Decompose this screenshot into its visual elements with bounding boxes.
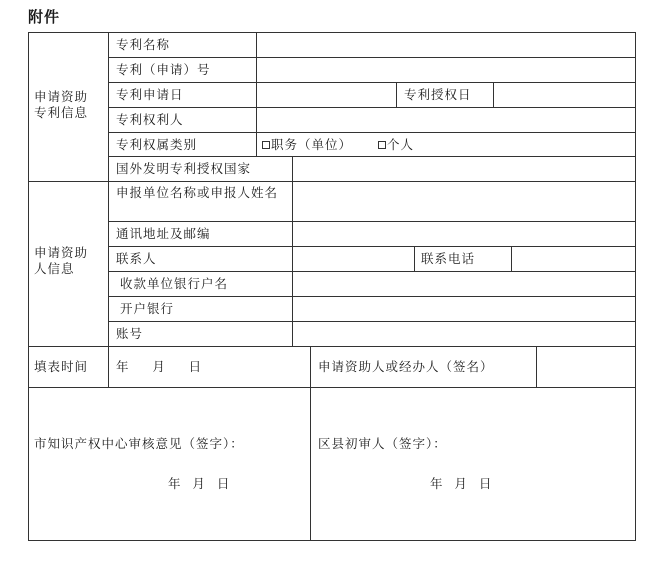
fill-date-value[interactable]: 年 月 日 <box>116 359 202 374</box>
form-border-right <box>635 32 636 541</box>
account-number-label: 账号 <box>116 326 144 341</box>
fill-date-label: 填表时间 <box>34 359 89 374</box>
district-review-label: 区县初审人（签字）： <box>318 436 447 451</box>
type-option-label: 个人 <box>387 137 415 152</box>
checkbox-icon <box>262 141 270 149</box>
patent-number-label: 专利（申请）号 <box>116 62 211 77</box>
page-title: 附件 <box>28 8 61 26</box>
address-label: 通讯地址及邮编 <box>116 226 211 241</box>
account-number-field[interactable] <box>293 322 635 346</box>
patent-number-field[interactable] <box>257 58 635 82</box>
type-option-label: 职务（单位） <box>271 137 353 152</box>
patent-grant-date-label: 专利授权日 <box>404 87 472 102</box>
type-option-personal[interactable] <box>378 137 414 153</box>
contact-label: 联系人 <box>116 251 157 266</box>
form-border-bottom <box>28 540 636 541</box>
city-review-area[interactable] <box>29 388 310 540</box>
patent-apply-date-label: 专利申请日 <box>116 87 184 102</box>
label-column-line <box>108 32 109 347</box>
city-review-date: 年 月 日 <box>168 476 230 491</box>
unit-name-field[interactable] <box>293 182 635 221</box>
bank-label: 开户银行 <box>120 301 175 316</box>
district-review-date: 年 月 日 <box>430 476 492 491</box>
phone-label: 联系电话 <box>421 251 476 266</box>
type-option-employment[interactable] <box>262 137 352 153</box>
account-name-field[interactable] <box>293 272 635 296</box>
signer-field[interactable] <box>537 347 635 387</box>
patent-holder-label: 专利权利人 <box>116 112 184 127</box>
patent-type-label: 专利权属类别 <box>116 137 198 152</box>
address-field[interactable] <box>293 222 635 246</box>
unit-name-label: 申报单位名称或申报人姓名 <box>116 185 279 200</box>
value-column-line <box>414 246 415 272</box>
bank-field[interactable] <box>293 297 635 321</box>
patent-grant-date-field[interactable] <box>494 83 635 107</box>
signer-label: 申请资助人或经办人（签名） <box>318 359 494 374</box>
foreign-country-field[interactable] <box>293 157 635 181</box>
city-review-label: 市知识产权中心审核意见（签字）： <box>34 436 244 451</box>
patent-section-label: 申请资助专利信息 <box>34 89 89 120</box>
patent-name-field[interactable] <box>257 33 635 57</box>
applicant-section-label: 申请资助人信息 <box>34 245 89 276</box>
patent-holder-field[interactable] <box>257 108 635 132</box>
patent-name-label: 专利名称 <box>116 37 171 52</box>
phone-field[interactable] <box>512 247 635 271</box>
foreign-country-label: 国外发明专利授权国家 <box>116 161 252 176</box>
row-line <box>108 132 636 133</box>
checkbox-icon <box>378 141 386 149</box>
value-column-line <box>396 82 397 108</box>
contact-field[interactable] <box>293 247 414 271</box>
district-review-area[interactable] <box>311 388 635 540</box>
value-column-line <box>108 346 109 388</box>
account-name-label: 收款单位银行户名 <box>120 276 229 291</box>
patent-apply-date-field[interactable] <box>257 83 396 107</box>
